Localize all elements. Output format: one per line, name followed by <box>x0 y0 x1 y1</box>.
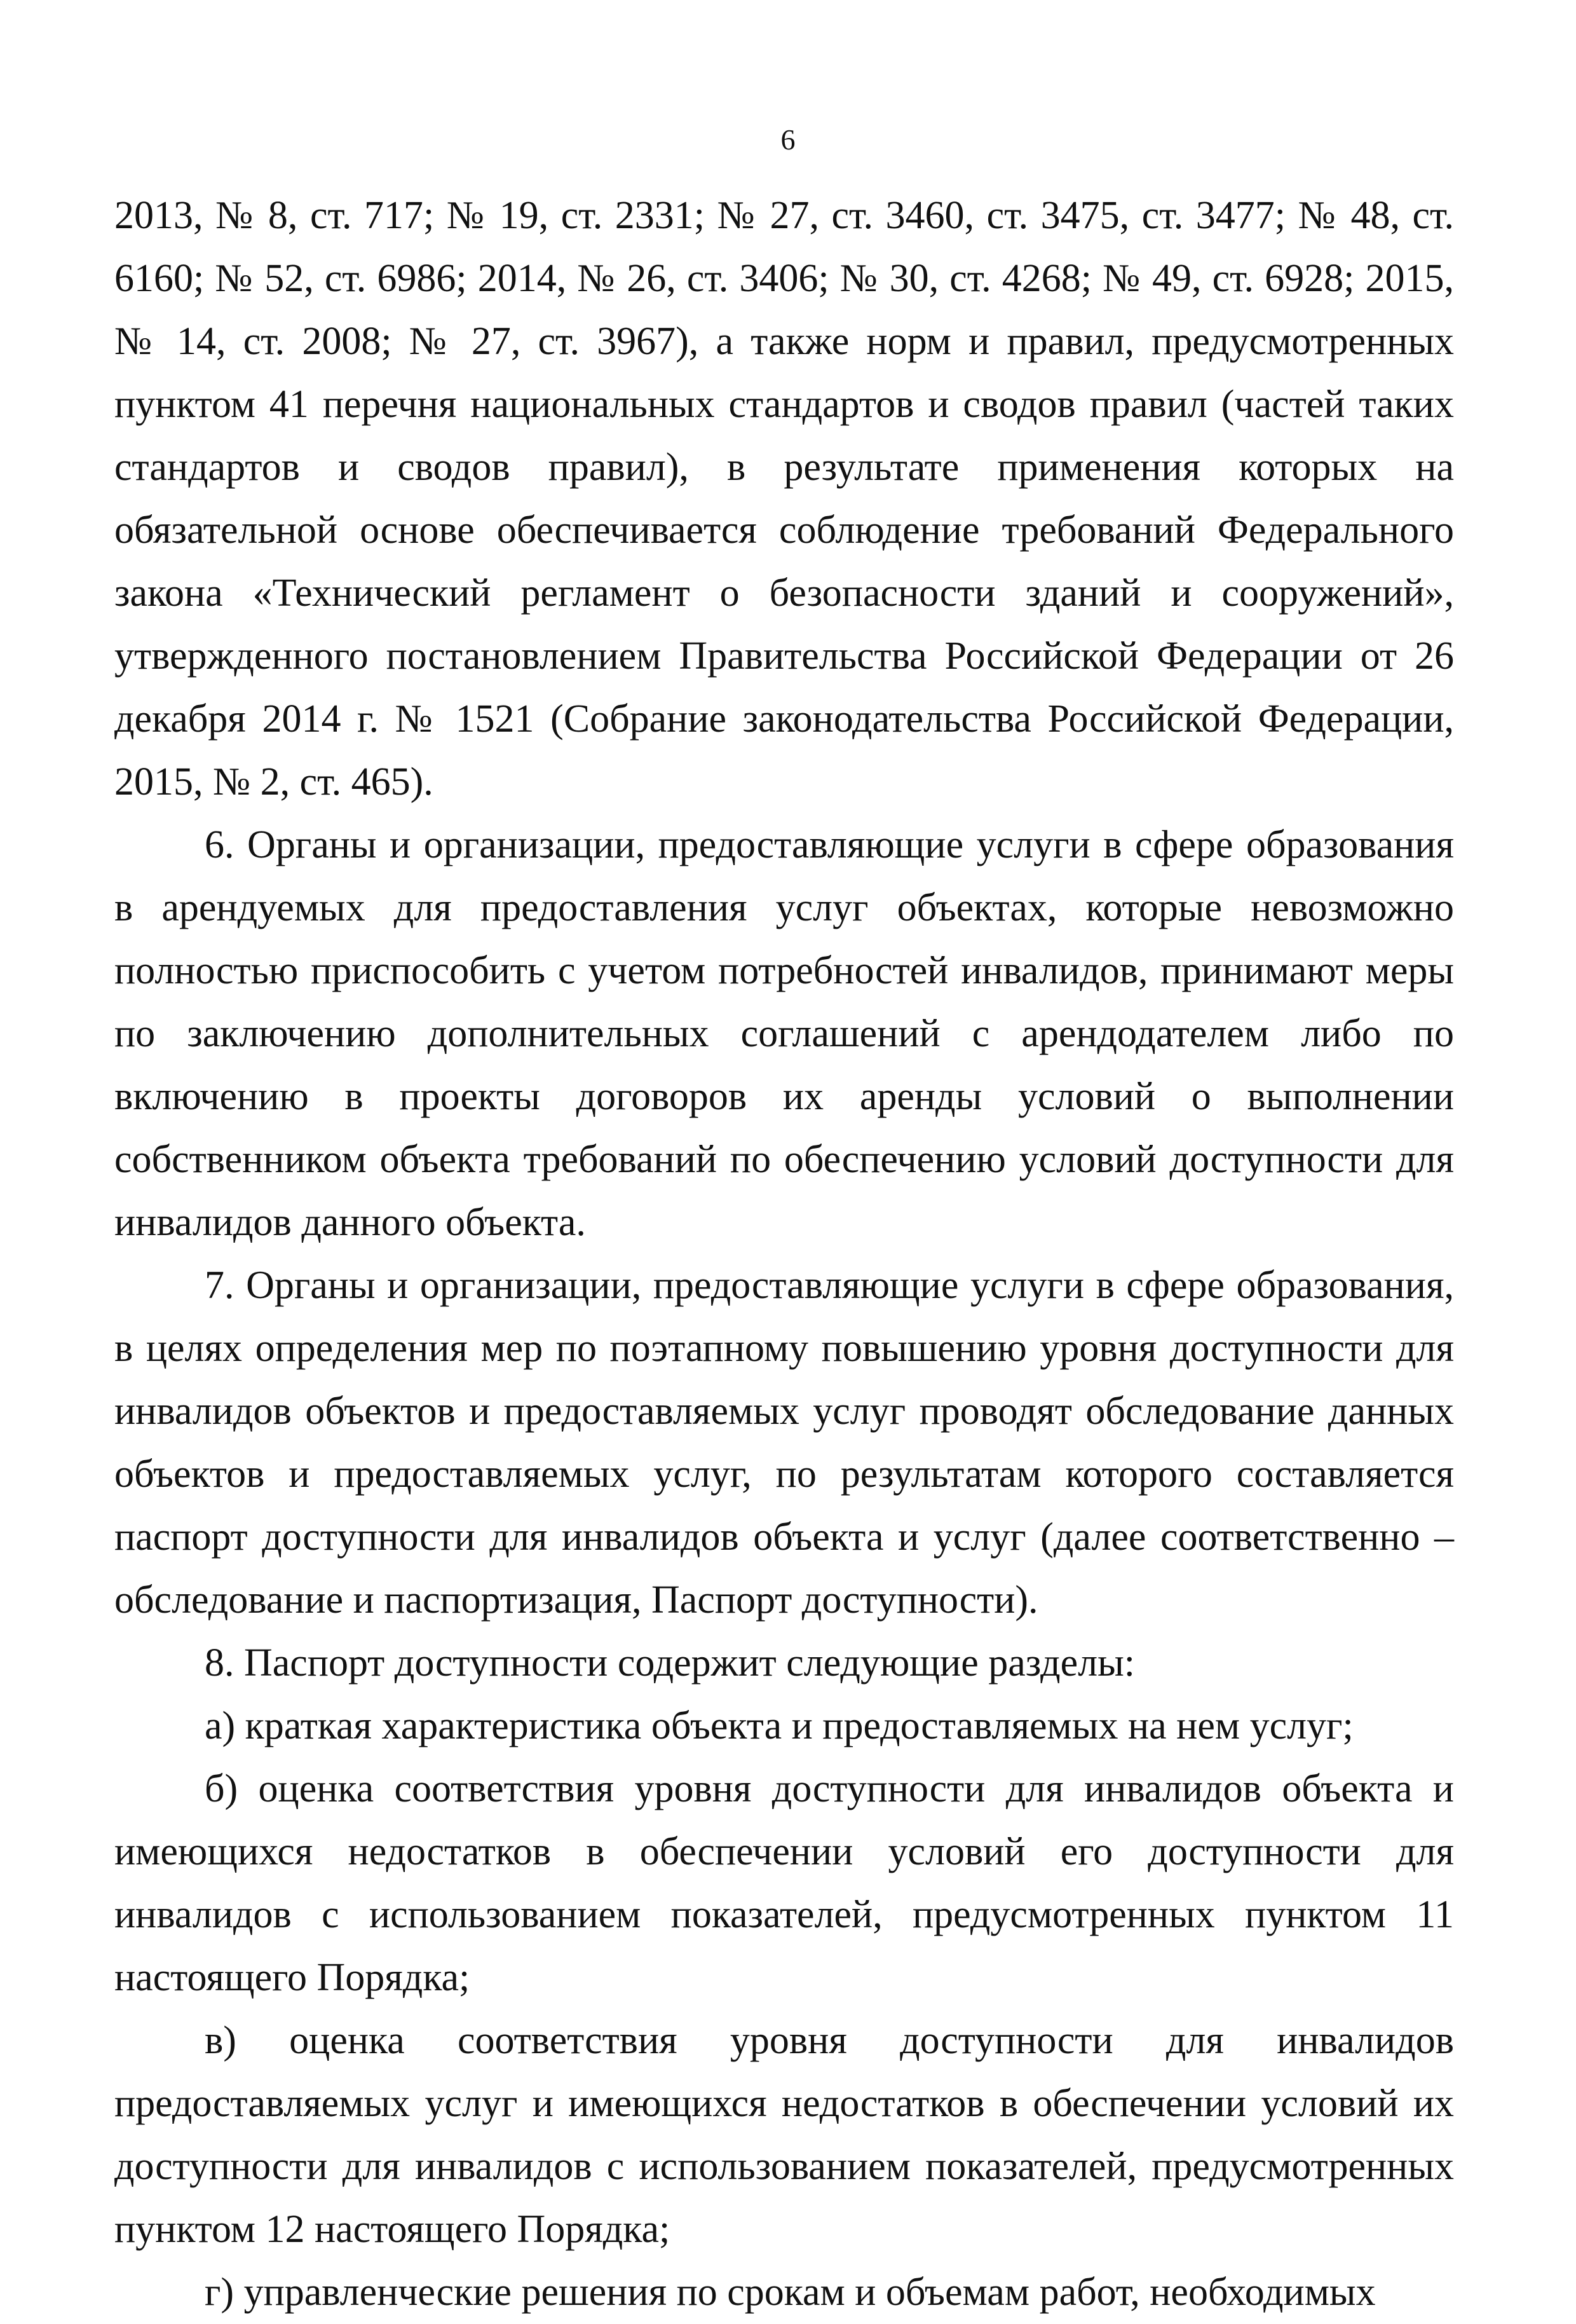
paragraph-item-8a: а) краткая характеристика объекта и предоставляемых на нем услуг; <box>205 1704 1354 1747</box>
page-number: 6 <box>780 123 796 156</box>
paragraph-item-6: 6. Органы и организации, предоставляющие услуги в сфере образования в арендуемых для предоставления услуг объектах, которые невозможно полностью приспособить с учетом потребностей инвалидов, принимают меры по заключению дополнительных соглашений с арендодателем либо по включению в проекты договоров их аренды условий о выполнении собственником объекта требований по обеспечению условий доступности для инвалидов данного объекта. <box>114 823 1454 1244</box>
paragraph-item-8g: г) управленческие решения по срокам и объемам работ, необходимых <box>205 2271 1376 2314</box>
paragraph-item-8: 8. Паспорт доступности содержит следующие разделы: <box>205 1641 1135 1685</box>
document-body <box>114 184 1454 2324</box>
paragraph-item-8v: в) оценка соответствия уровня доступности для инвалидов предоставляемых услуг и имеющихся недостатков в обеспечении условий их доступности для инвалидов с использованием показателей, предусмотренных пунктом 12 настоящего Порядка; <box>114 2019 1454 2251</box>
paragraph-item-8b: б) оценка соответствия уровня доступности для инвалидов объекта и имеющихся недостатков в обеспечении условий его доступности для инвалидов с использованием показателей, предусмотренных пунктом 11 настоящего Порядка; <box>114 1767 1454 1999</box>
paragraph-continuation: 2013, № 8, ст. 717; № 19, ст. 2331; № 27, ст. 3460, ст. 3475, ст. 3477; № 48, ст. 6160; № 52, ст. 6986; 2014, № 26, ст. 3406; № 30, ст. 4268; № 49, ст. 6928; 2015, № 14, ст. 2008; № 27, ст. 3967), а также норм и правил, предусмотренных пунктом 41 перечня национальных стандартов и сводов правил (частей таких стандартов и сводов правил), в результате применения которых на обязательной основе обеспечивается соблюдение требований Федерального закона «Технический регламент о безопасности зданий и сооружений», утвержденного постановлением Правительства Российской Федерации от 26 декабря 2014 г. № 1521 (Собрание законодательства Российской Федерации, 2015, № 2, ст. 465). <box>114 194 1454 803</box>
paragraph-item-7: 7. Органы и организации, предоставляющие услуги в сфере образования, в целях определения мер по поэтапному повышению уровня доступности для инвалидов объектов и предоставляемых услуг проводят обследование данных объектов и предоставляемых услуг, по результатам которого составляется паспорт доступности для инвалидов объекта и услуг (далее соответственно – обследование и паспортизация, Паспорт доступности). <box>114 1264 1454 1622</box>
